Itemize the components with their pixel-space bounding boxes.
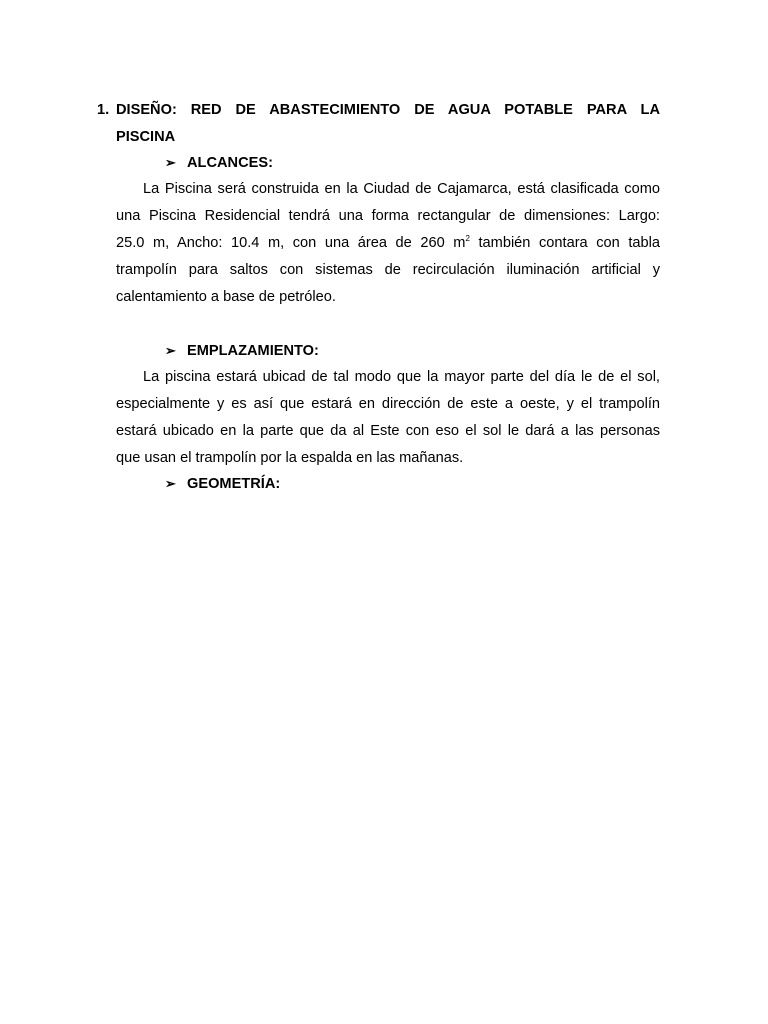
heading-line-2: PISCINA xyxy=(116,129,176,145)
paragraph-line-tail: también contara con tabla xyxy=(469,235,661,251)
paragraph-alcances xyxy=(116,176,660,311)
paragraph-line: calentamiento a base de petróleo. xyxy=(116,289,336,305)
paragraph-line-text: 25.0 m, Ancho: 10.4 m, con una área de 260 m xyxy=(116,235,466,251)
subheading-emplazamiento xyxy=(165,341,319,361)
paragraph-line: estará ubicado en la parte que da al Este con eso el sol le dará a las personas xyxy=(116,423,660,439)
superscript: 2 xyxy=(465,234,470,243)
arrow-bullet-icon: ➢ xyxy=(165,476,176,491)
heading-title xyxy=(116,97,660,151)
subheading-emplazamiento-title: EMPLAZAMIENTO: xyxy=(187,343,319,359)
subheading-alcances-title: ALCANCES: xyxy=(187,155,273,171)
paragraph-line xyxy=(116,230,660,257)
arrow-bullet-icon: ➢ xyxy=(165,343,176,358)
heading-number: 1. xyxy=(97,102,110,118)
section-heading xyxy=(97,97,660,151)
paragraph-line: trampolín para saltos con sistemas de recirculación iluminación artificial y xyxy=(116,262,660,278)
paragraph-line: especialmente y es así que estará en dirección de este a oeste, y el trampolín xyxy=(116,396,660,412)
arrow-bullet-icon: ➢ xyxy=(165,155,176,170)
paragraph-line: una Piscina Residencial tendrá una forma rectangular de dimensiones: Largo: xyxy=(116,208,660,224)
subheading-geometria-title: GEOMETRÍA: xyxy=(187,476,281,492)
paragraph-emplazamiento xyxy=(116,364,660,472)
paragraph-line: La Piscina será construida en la Ciudad de Cajamarca, está clasificada como xyxy=(143,181,660,197)
heading-line-1: DISEÑO: RED DE ABASTECIMIENTO DE AGUA POTABLE PARA LA xyxy=(116,102,660,118)
subheading-geometria xyxy=(165,474,280,494)
subheading-alcances xyxy=(165,153,273,173)
paragraph-line: que usan el trampolín por la espalda en las mañanas. xyxy=(116,450,464,466)
paragraph-line: La piscina estará ubicad de tal modo que la mayor parte del día le de el sol, xyxy=(143,369,660,385)
